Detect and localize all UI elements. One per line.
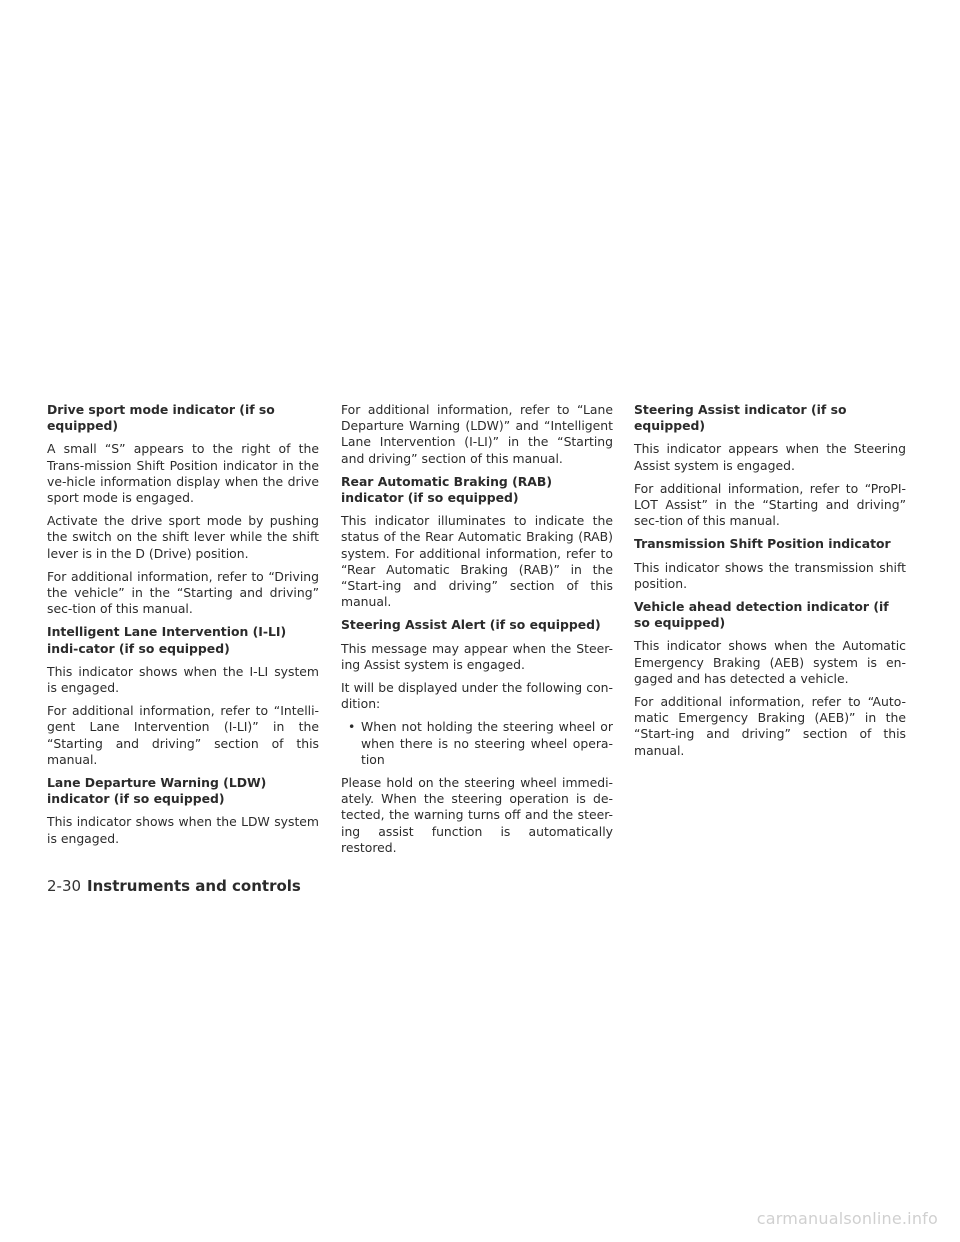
heading-ili-indicator: Intelligent Lane Intervention (I-LI) indi-cator (if so equipped) (47, 624, 287, 656)
column-2 (341, 402, 613, 863)
heading-steering-assist-alert: Steering Assist Alert (if so equipped) (341, 617, 601, 633)
watermark: carmanualsonline.info (756, 1209, 938, 1228)
paragraph: This indicator shows when the Automatic Emergency Braking (AEB) system is en-gaged and has detected a vehicle. (634, 638, 906, 686)
column-1 (47, 402, 319, 854)
bullet-list (341, 719, 613, 768)
heading-vehicle-ahead-detection: Vehicle ahead detection indicator (if so equipped) (634, 599, 889, 631)
paragraph: For additional information, refer to “ProPI-LOT Assist” in the “Starting and driving” sec-tion of this manual. (634, 480, 906, 529)
paragraph: This indicator shows when the LDW system is engaged. (47, 814, 319, 846)
page-number: 2-30 (47, 877, 82, 895)
heading-steering-assist-indicator: Steering Assist indicator (if so equipped) (634, 402, 847, 434)
paragraph: For additional information, refer to “Intelli-gent Lane Intervention (I-LI)” in the “Starting and driving” section of this manual. (47, 703, 319, 767)
paragraph: For additional information, refer to “Lane Departure Warning (LDW)” and “Intelligent Lane Intervention (I-LI)” in the “Starting and driving” section of this manual. (341, 402, 613, 466)
section-title: Instruments and controls (87, 877, 301, 895)
paragraph: Activate the drive sport mode by pushing the switch on the shift lever while the shift lever is in the D (Drive) position. (47, 513, 319, 561)
heading-drive-sport-mode: Drive sport mode indicator (if so equipped) (47, 402, 275, 434)
heading-ldw-indicator: Lane Departure Warning (LDW) indicator (if so equipped) (47, 775, 267, 807)
paragraph: This indicator appears when the Steering Assist system is engaged. (634, 441, 906, 473)
heading-rab-indicator: Rear Automatic Braking (RAB) indicator (if so equipped) (341, 473, 552, 506)
column-3 (634, 402, 906, 766)
paragraph: This indicator shows when the I-LI system is engaged. (47, 663, 319, 696)
paragraph: Please hold on the steering wheel immedi-ately. When the steering operation is de-tected, the warning turns off and the steer-ing assist function is automatically restored. (341, 775, 613, 855)
paragraph: It will be displayed under the following con-dition: (341, 680, 613, 712)
paragraph: For additional information, refer to “Driving the vehicle” in the “Starting and driving” sec-tion of this manual. (47, 568, 319, 617)
paragraph: This message may appear when the Steer-ing Assist system is engaged. (341, 640, 613, 672)
paragraph: This indicator shows the transmission shift position. (634, 559, 906, 591)
paragraph: A small “S” appears to the right of the Trans-mission Shift Position indicator in the ve-hicle information display when the drive sport mode is engaged. (47, 441, 319, 506)
paragraph: For additional information, refer to “Auto-matic Emergency Braking (AEB)” in the “Start-ing and driving” section of this manual. (634, 694, 906, 758)
list-item: • When not holding the steering wheel or when there is no steering wheel opera-tion (361, 719, 613, 768)
page-footer (47, 877, 301, 895)
paragraph: This indicator illuminates to indicate the status of the Rear Automatic Braking (RAB) system. For additional information, refer to “Rear Automatic Braking (RAB)” in the “Start-ing and driving” section of this manual. (341, 513, 613, 610)
heading-transmission-shift-position: Transmission Shift Position indicator (634, 536, 891, 552)
